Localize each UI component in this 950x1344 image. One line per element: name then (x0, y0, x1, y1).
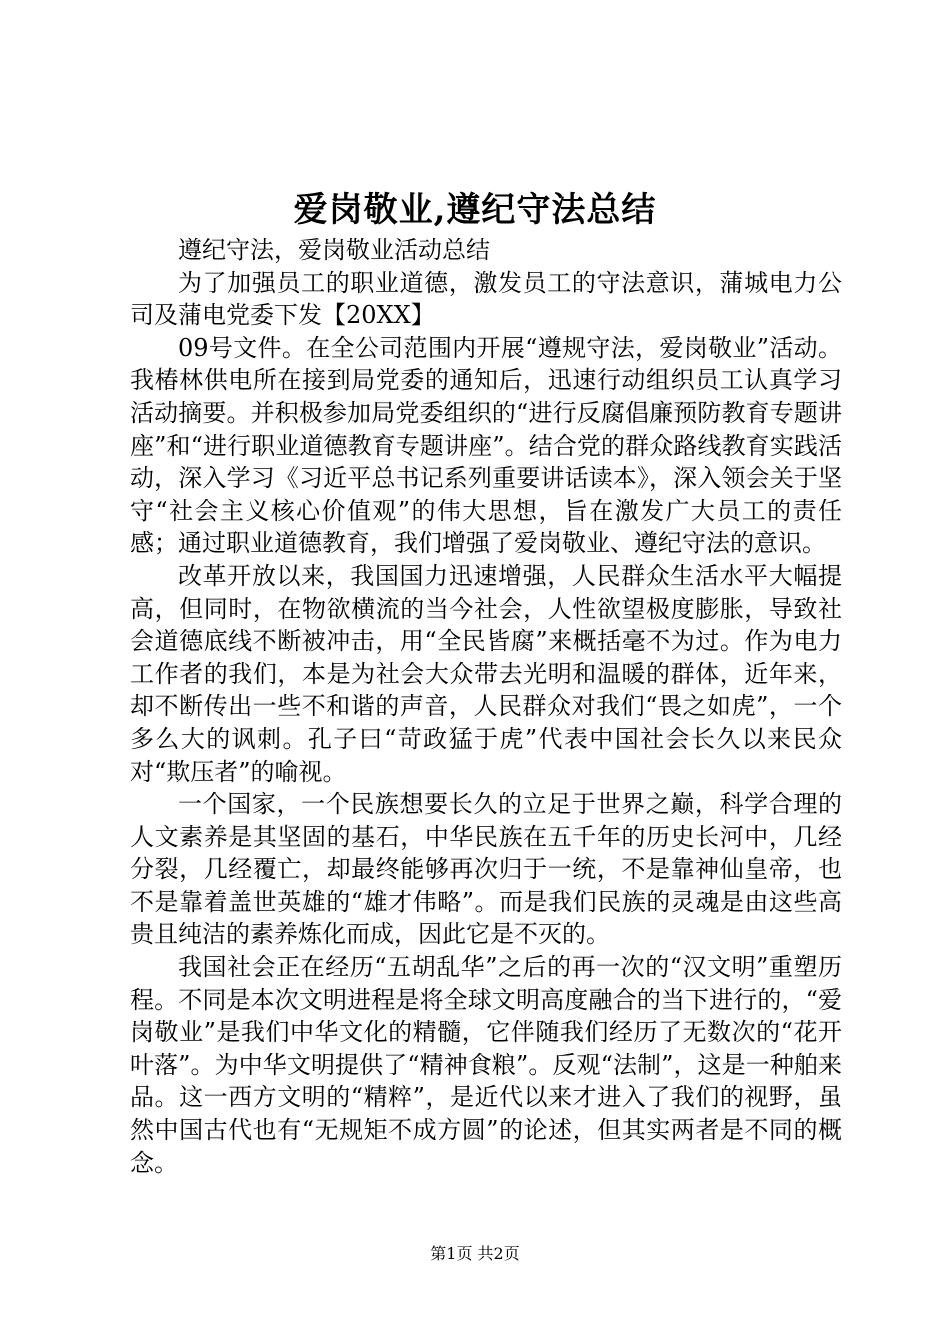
paragraph-subtitle: 遵纪守法，爱岗敬业活动总结 (178, 236, 490, 264)
page-number-footer: 第1页 共2页 (430, 1244, 520, 1263)
document-body (130, 234, 842, 1179)
paragraph-reform: 改革开放以来，我国国力迅速增强，人民群众生活水平大幅提高，但同时，在物欲横流的当今社会，人性欲望极度膨胀，导致社会道德底线不断被冲击，用“全民皆腐”来概括毫不为过。作为电力工作者的我们，本是为社会大众带去光明和温暖的群体，近年来，却不断传出一些不和谐的声音，人民群众对我们“畏之如虎”，一个多么大的讽刺。孔子曰“苛政猛于虎”代表中国社会长久以来民众对“欺压者”的喻视。 (130, 561, 842, 786)
document-title: 爱岗敬业,遵纪守法总结 (293, 190, 657, 230)
paragraph-civilization: 我国社会正在经历“五胡乱华”之后的再一次的“汉文明”重塑历程。不同是本次文明进程是将全球文明高度融合的当下进行的，“爱岗敬业”是我们中华文化的精髓，它伴随我们经历了无数次的“花开叶落”。为中华文明提供了“精神食粮”。反观“法制”，这是一种舶来品。这一西方文明的“精粹”，是近代以来才进入了我们的视野，虽然中国古代也有“无规矩不成方圆”的论述，但其实两者是不同的概念。 (130, 953, 842, 1177)
paragraph-activity: 09号文件。在全公司范围内开展“遵规守法，爱岗敬业”活动。我椿林供电所在接到局党委的通知后，迅速行动组织员工认真学习活动摘要。并积极参加局党委组织的“进行反腐倡廉预防教育专题讲座”和“进行职业道德教育专题讲座”。结合党的群众路线教育实践活动，深入学习《习近平总书记系列重要讲话读本》，深入领会关于坚守“社会主义核心价值观”的伟大思想，旨在激发广大员工的责任感；通过职业道德教育，我们增强了爱岗敬业、遵纪守法的意识。 (130, 333, 842, 558)
paragraph-intro: 为了加强员工的职业道德，激发员工的守法意识，蒲城电力公司及蒲电党委下发【20XX】 (130, 268, 842, 330)
paragraph-nation: 一个国家，一个民族想要长久的立足于世界之巅，科学合理的人文素养是其坚固的基石，中华民族在五千年的历史长河中，几经分裂，几经覆亡，却最终能够再次归于一统，不是靠神仙皇帝，也不是靠着盖世英雄的“雄才伟略”。而是我们民族的灵魂是由这些高贵且纯洁的素养炼化而成，因此它是不灭的。 (130, 790, 842, 949)
